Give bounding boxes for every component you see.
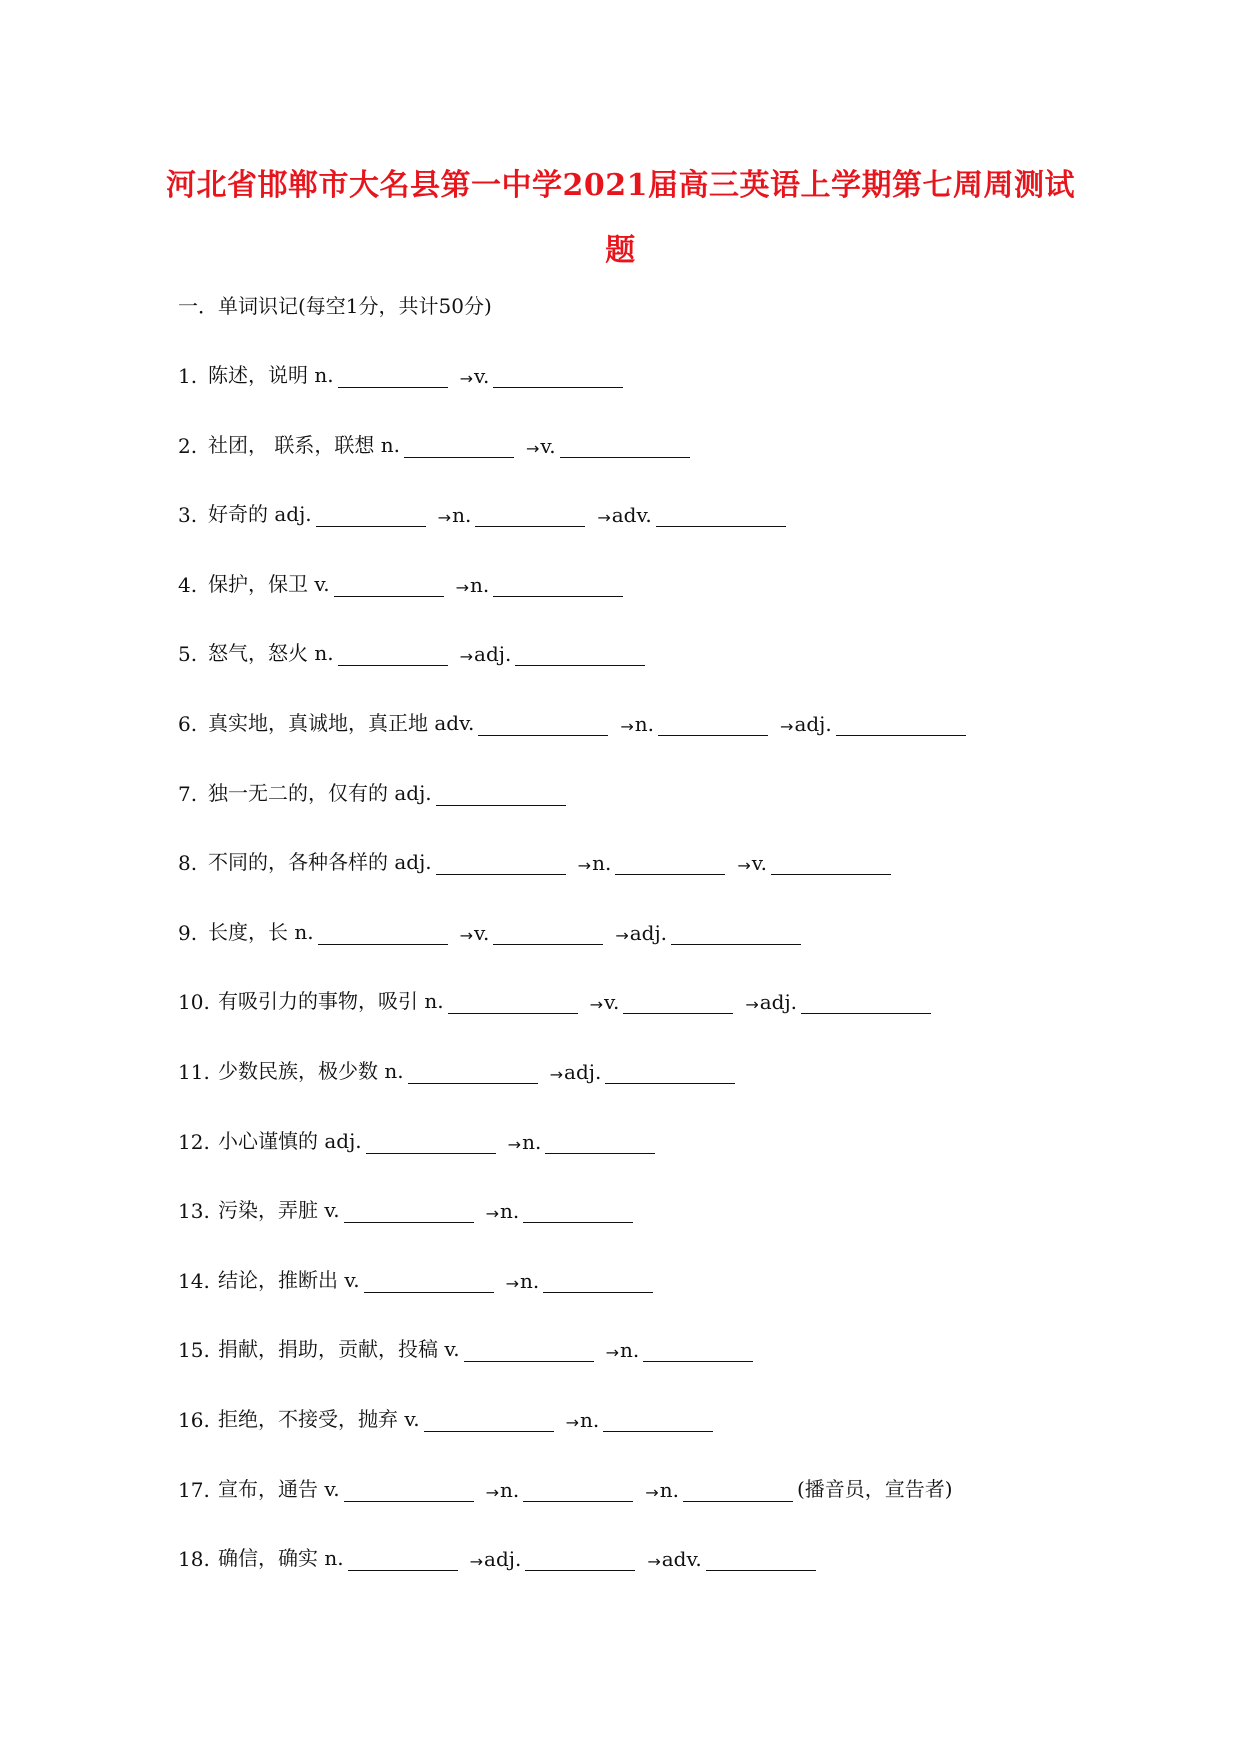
- question-prompt: 结论，推断出 v.: [218, 1267, 360, 1292]
- answer-blank[interactable]: [656, 504, 786, 527]
- answer-blank[interactable]: [706, 1548, 816, 1571]
- part-of-speech-label: n.: [659, 1477, 679, 1502]
- question-prompt: 保护，保卫 v.: [208, 571, 330, 596]
- arrow-icon: →: [605, 1343, 620, 1363]
- part-of-speech-label: adj.: [794, 712, 832, 736]
- part-of-speech-label: adj.: [564, 1060, 602, 1084]
- answer-blank[interactable]: [525, 1548, 635, 1571]
- arrow-icon: →: [597, 508, 611, 528]
- arrow-icon: →: [737, 856, 751, 876]
- question-number: 4.: [178, 572, 198, 597]
- question-prompt: 有吸引力的事物，吸引 n.: [218, 989, 444, 1014]
- question-prompt: 好奇的 adj.: [208, 502, 312, 527]
- arrow-icon: →: [485, 1482, 500, 1502]
- answer-blank[interactable]: [364, 1270, 494, 1293]
- question-prompt: 怒气，怒火 n.: [208, 641, 334, 666]
- answer-blank[interactable]: [560, 435, 690, 458]
- answer-blank[interactable]: [464, 1339, 594, 1362]
- document-title-line1: 河北省邯郸市大名县第一中学2021届高三英语上学期第七周周测试: [166, 168, 1075, 203]
- question-number: 15.: [178, 1338, 210, 1363]
- answer-blank[interactable]: [316, 504, 426, 527]
- answer-blank[interactable]: [436, 783, 566, 806]
- answer-blank[interactable]: [671, 922, 801, 945]
- arrow-icon: →: [485, 1204, 500, 1224]
- question-prompt: 拒绝，不接受，抛弃 v.: [218, 1407, 420, 1431]
- derived-form: [639, 1547, 819, 1571]
- derived-form: [498, 1269, 658, 1293]
- derived-form: [452, 364, 628, 388]
- question-item: [178, 1539, 820, 1571]
- question-prompt: 小心谨慎的 adj.: [218, 1128, 362, 1153]
- question-number: 8.: [178, 851, 198, 876]
- arrow-icon: →: [469, 1552, 484, 1572]
- derived-form: [448, 573, 628, 597]
- question-prompt: 陈述，说明 n.: [208, 363, 334, 387]
- question-number: 10.: [178, 990, 210, 1015]
- arrow-icon: →: [645, 1482, 659, 1502]
- question-item: [178, 634, 649, 666]
- part-of-speech-label: n.: [500, 1199, 520, 1224]
- answer-blank[interactable]: [605, 1061, 735, 1084]
- question-item: [178, 1400, 717, 1432]
- question-number: 1.: [178, 364, 198, 388]
- part-of-speech-label: adj.: [484, 1547, 522, 1572]
- answer-blank[interactable]: [478, 713, 608, 736]
- question-item: [178, 426, 694, 458]
- derived-form: [637, 1478, 797, 1502]
- answer-blank[interactable]: [623, 991, 733, 1014]
- derived-form: [612, 712, 772, 736]
- derived-form: [737, 990, 935, 1014]
- answer-blank[interactable]: [334, 574, 444, 597]
- arrow-icon: →: [455, 577, 470, 597]
- derived-form: [452, 921, 608, 945]
- question-prompt: 确信，确实 n.: [218, 1546, 344, 1571]
- part-of-speech-label: n.: [470, 572, 490, 597]
- arrow-icon: →: [459, 925, 474, 945]
- part-of-speech-label: v.: [751, 851, 768, 876]
- answer-blank[interactable]: [424, 1409, 554, 1432]
- answer-blank[interactable]: [836, 713, 966, 736]
- question-item: [178, 1052, 739, 1084]
- part-of-speech-label: adv.: [611, 503, 652, 528]
- arrow-icon: →: [615, 925, 629, 945]
- document-title-line2: 题: [605, 233, 636, 268]
- question-number: 9.: [178, 920, 198, 945]
- question-item: [178, 704, 970, 736]
- answer-blank[interactable]: [771, 852, 891, 875]
- answer-blank[interactable]: [408, 1061, 538, 1084]
- question-prompt: 少数民族，极少数 n.: [218, 1059, 404, 1083]
- answer-blank[interactable]: [683, 1479, 793, 1502]
- question-item: [178, 843, 895, 875]
- question-item: [178, 1191, 637, 1223]
- arrow-icon: →: [507, 1134, 522, 1154]
- answer-blank[interactable]: [366, 1131, 496, 1154]
- part-of-speech-label: adj.: [759, 990, 798, 1015]
- question-number: 14.: [178, 1268, 210, 1293]
- question-number: 12.: [178, 1129, 210, 1154]
- question-prompt: 长度，长 n.: [208, 919, 314, 944]
- arrow-icon: →: [437, 508, 452, 528]
- question-item: [178, 565, 627, 597]
- derived-form: [558, 1408, 718, 1432]
- derived-form: [478, 1199, 638, 1223]
- question-prompt: 宣布，通告 v.: [218, 1476, 340, 1501]
- derived-form: [582, 990, 738, 1014]
- derived-form: [772, 712, 970, 736]
- derived-form: [607, 921, 805, 945]
- question-item: [178, 495, 790, 527]
- question-item: [178, 1330, 757, 1362]
- question-prompt: 污染，弄脏 v.: [218, 1198, 340, 1223]
- answer-blank[interactable]: [436, 852, 566, 875]
- question-prompt: 不同的，各种各样的 adj.: [208, 850, 432, 875]
- answer-blank[interactable]: [448, 991, 578, 1014]
- part-of-speech-label: n.: [620, 1338, 640, 1363]
- arrow-icon: →: [589, 995, 604, 1015]
- arrow-icon: →: [565, 1413, 580, 1432]
- arrow-icon: →: [745, 995, 759, 1015]
- answer-blank[interactable]: [318, 922, 448, 945]
- answer-blank[interactable]: [801, 991, 931, 1014]
- answer-blank[interactable]: [523, 1200, 633, 1223]
- part-of-speech-label: v.: [474, 364, 490, 388]
- question-item: [178, 982, 935, 1014]
- arrow-icon: →: [620, 717, 634, 736]
- answer-blank[interactable]: [338, 643, 448, 666]
- part-of-speech-label: n.: [500, 1477, 520, 1502]
- arrow-icon: →: [647, 1552, 661, 1572]
- question-item: [178, 1261, 657, 1293]
- answer-blank[interactable]: [493, 922, 603, 945]
- part-of-speech-label: n.: [452, 503, 472, 528]
- question-number: 17.: [178, 1477, 210, 1502]
- answer-blank[interactable]: [515, 643, 645, 666]
- question-number: 7.: [178, 781, 198, 806]
- answer-blank[interactable]: [523, 1479, 633, 1502]
- question-number: 2.: [178, 433, 198, 458]
- derived-form: [478, 1478, 638, 1502]
- answer-blank[interactable]: [545, 1131, 655, 1154]
- arrow-icon: →: [459, 647, 474, 667]
- derived-form: [589, 503, 789, 527]
- answer-blank[interactable]: [493, 574, 623, 597]
- part-of-speech-label: n.: [634, 712, 655, 736]
- part-of-speech-label: n.: [520, 1268, 540, 1293]
- answer-blank[interactable]: [603, 1409, 713, 1432]
- derived-form: [729, 851, 895, 875]
- derived-form: [430, 503, 590, 527]
- arrow-icon: →: [780, 717, 794, 736]
- part-of-speech-label: n.: [580, 1408, 600, 1432]
- answer-blank[interactable]: [348, 1548, 458, 1571]
- derived-form: [542, 1060, 740, 1084]
- question-item: [178, 1122, 659, 1154]
- answer-blank[interactable]: [475, 504, 585, 527]
- question-prompt: 捐献，捐助，贡献，投稿 v.: [218, 1337, 460, 1362]
- answer-blank[interactable]: [643, 1339, 753, 1362]
- arrow-icon: →: [549, 1065, 564, 1084]
- question-number: 11.: [178, 1060, 210, 1084]
- question-item: [178, 913, 805, 945]
- question-item: [178, 356, 627, 388]
- question-prompt: 社团， 联系，联想 n.: [208, 432, 400, 457]
- arrow-icon: →: [577, 856, 592, 876]
- question-number: 13.: [178, 1199, 210, 1224]
- arrow-icon: →: [505, 1273, 520, 1293]
- derived-form: [598, 1338, 758, 1362]
- answer-blank[interactable]: [344, 1200, 474, 1223]
- derived-form: [500, 1130, 660, 1154]
- answer-blank[interactable]: [344, 1479, 474, 1502]
- derived-form: [570, 851, 730, 875]
- part-of-speech-label: v.: [540, 433, 556, 458]
- part-of-speech-label: adj.: [629, 920, 668, 945]
- answer-blank[interactable]: [493, 365, 623, 388]
- part-of-speech-label: v.: [604, 990, 620, 1015]
- question-prompt: 真实地，真诚地，真正地 adv.: [208, 711, 475, 735]
- question-number: 18.: [178, 1547, 210, 1572]
- arrow-icon: →: [525, 438, 540, 458]
- derived-form: [518, 434, 694, 458]
- answer-blank[interactable]: [404, 435, 514, 458]
- part-of-speech-label: v.: [474, 920, 490, 945]
- answer-blank[interactable]: [543, 1270, 653, 1293]
- question-item: [178, 774, 570, 806]
- answer-blank[interactable]: [615, 852, 725, 875]
- question-item: [178, 1470, 953, 1502]
- question-number: 6.: [178, 712, 198, 736]
- question-note: (播音员，宣告者): [796, 1476, 953, 1501]
- answer-blank[interactable]: [338, 365, 448, 388]
- part-of-speech-label: n.: [592, 851, 612, 876]
- derived-form: [462, 1547, 640, 1571]
- question-number: 16.: [178, 1408, 210, 1432]
- section-heading: 一．单词识记(每空1分，共计50分): [178, 294, 492, 318]
- answer-blank[interactable]: [658, 713, 768, 736]
- derived-form: [452, 642, 650, 666]
- arrow-icon: →: [459, 369, 474, 388]
- question-number: 5.: [178, 642, 198, 667]
- question-number: 3.: [178, 503, 198, 528]
- part-of-speech-label: n.: [522, 1129, 542, 1154]
- part-of-speech-label: adj.: [474, 642, 512, 667]
- question-prompt: 独一无二的，仅有的 adj.: [208, 780, 432, 805]
- part-of-speech-label: adv.: [661, 1547, 702, 1572]
